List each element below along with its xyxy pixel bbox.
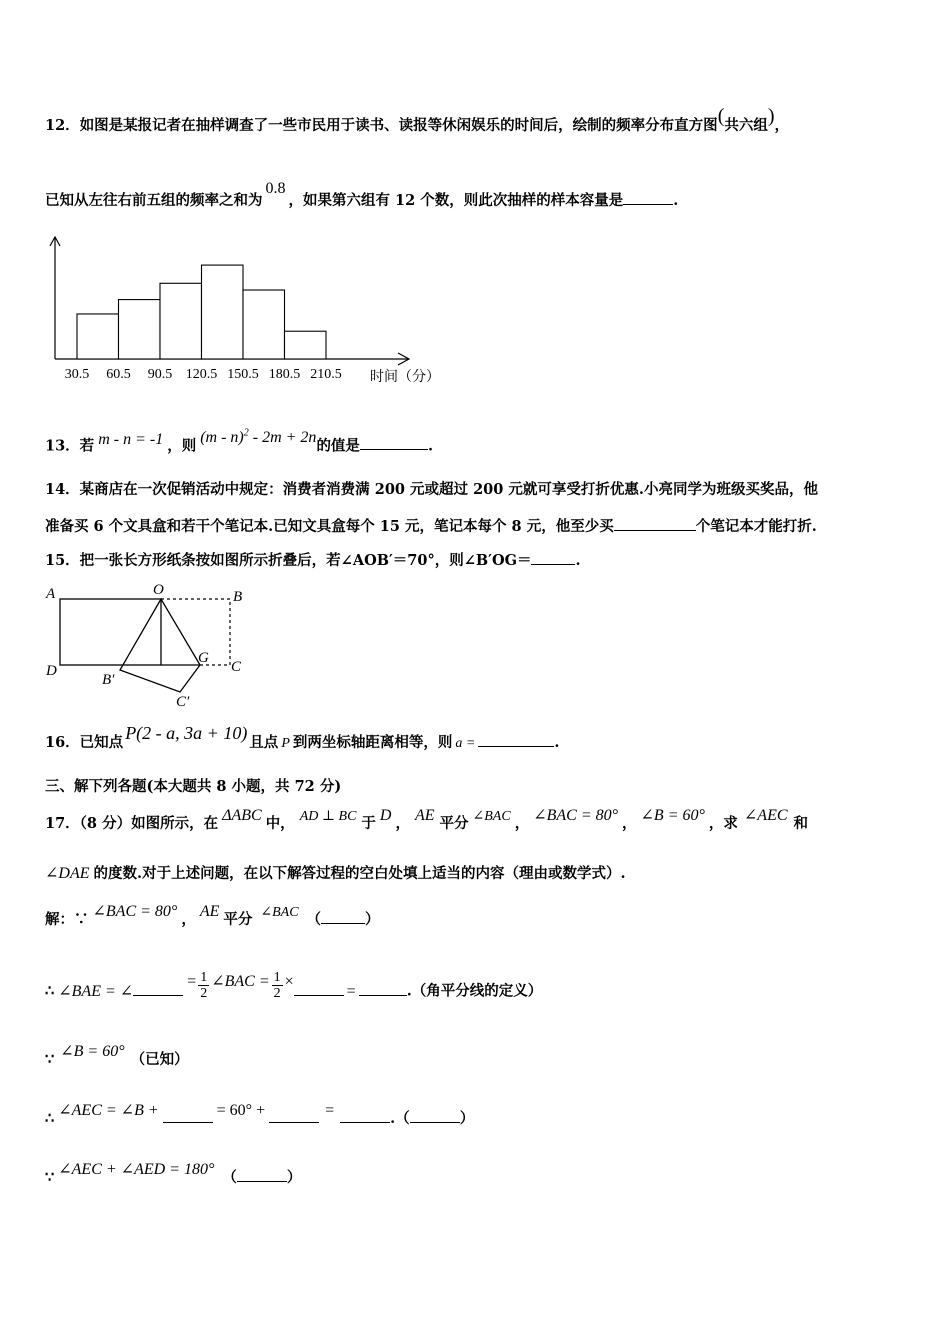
q12-line2: 已知从左往右前五组的频率之和为0.8，如果第六组有 12 个数，则此次抽样的样本容量是 . (45, 180, 679, 209)
histogram (40, 232, 460, 392)
q13-line: 13．若 m - n = -1 ，则 (m - n)$^2$ - 2m + 2n的值是 . (45, 428, 433, 455)
solution-line3: ∵ ∠B = 60° （已知） (45, 1043, 189, 1068)
q13-condition: m - n = -1 (98, 431, 164, 449)
q14-line2: 准备买 6 个文具盒和若干个笔记本.已知文具盒每个 15 元，笔记本每个 8 元，他至少买 个笔记本才能打折. (45, 518, 817, 535)
q13-expr-a: (m - n) (200, 429, 244, 447)
q16-line: 16．已知点 P(2 - a, 3a + 10) 且点 P 到两坐标轴距离相等，则 a = . (45, 723, 560, 751)
s4-value-blank[interactable] (269, 1108, 319, 1123)
label-B: B (233, 589, 243, 605)
q15-answer-blank[interactable] (531, 550, 575, 565)
q17-line1: 17．（8 分）如图所示，在 ΔABC 中， AD ⊥ BC 于 D ， AE 平分 ∠BAC ， ∠BAC = 80° ， ∠B = 60° ，求 ∠AEC 和 (45, 807, 809, 832)
histogram-tick-label: 120.5 (185, 367, 218, 382)
s4-angle-blank[interactable] (163, 1108, 213, 1123)
q12-line1: 12．如图是某报记者在抽样调查了一些市民用于读书、读报等休闲娱乐的时间后，绘制的频率分布直方图(共六组)， (45, 105, 790, 134)
q12-paren-text: 共六组 (724, 117, 768, 134)
histogram-bar (119, 300, 161, 359)
q12-text-2b: ，如果第六组有 12 个数，则此次抽样的样本容量是 (288, 192, 624, 209)
histogram-tick-label: 90.5 (147, 367, 173, 382)
label-G: G (198, 650, 209, 666)
section-3-heading: 三、解下列各题(本大题共 8 小题，共 72 分) (45, 778, 342, 795)
q15-line: 15．把一张长方形纸条按如图所示折叠后，若∠AOB′＝70°，则∠B′OG＝ . (45, 552, 581, 569)
q13-answer-blank[interactable] (360, 435, 428, 450)
s2-angle-blank[interactable] (133, 981, 183, 996)
q12-number: 12． (45, 117, 80, 134)
s1-reason-blank[interactable] (321, 909, 365, 924)
histogram-bar (202, 265, 244, 359)
q12-answer-blank[interactable] (623, 190, 673, 205)
solution-line2: ∴ ∠BAE = ∠= $\frac{1}{2}$ ∠BAC = $\frac{1}{2}$ ×= .（角平分线的定义） (45, 970, 543, 1001)
histogram-tick-label: 30.5 (64, 367, 90, 382)
s4-reason-blank[interactable] (410, 1108, 460, 1123)
histogram-tick-labels (65, 367, 342, 382)
folded-dashed-part (161, 599, 230, 665)
label-D: D (46, 663, 57, 679)
histogram-bar (285, 331, 327, 359)
solution-line5: ∵ ∠AEC + ∠AED = 180° （ ） (45, 1161, 302, 1186)
histogram-tick-label: 210.5 (310, 367, 342, 382)
histogram-bar (77, 314, 119, 359)
fold-figure (40, 580, 260, 710)
histogram-x-label: 时间（分） (370, 370, 440, 385)
histogram-bar (243, 290, 285, 359)
histogram-bars (77, 265, 326, 359)
histogram-bar (160, 283, 202, 359)
q16-answer-blank[interactable] (478, 732, 554, 747)
label-O: O (153, 582, 164, 598)
folded-flap (120, 599, 200, 692)
solution-line1: 解：∵ ∠BAC = 80° ， AE 平分 ∠BAC （ ） (45, 903, 380, 928)
s4-result-blank[interactable] (340, 1108, 390, 1123)
s2-value-blank[interactable] (294, 981, 344, 996)
strip-left-rect (60, 599, 161, 665)
q12-text: 如图是某报记者在抽样调查了一些市民用于读书、读报等休闲娱乐的时间后，绘制的频率分布直方图 (79, 117, 718, 134)
histogram-tick-label: 60.5 (106, 367, 131, 382)
q12-text-2a: 已知从左往右前五组的频率之和为 (45, 192, 263, 209)
label-B-prime: B′ (102, 672, 115, 688)
q14-line1: 14．某商店在一次促销活动中规定：消费者消费满 200 元或超过 200 元就可享受打折优惠.小亮同学为班级买奖品，他 (45, 481, 818, 498)
s2-result-blank[interactable] (359, 981, 407, 996)
q14-answer-blank[interactable] (614, 516, 696, 531)
label-C: C (231, 659, 242, 675)
q13-expr-b: - 2m + 2n (248, 429, 317, 447)
q17-line2: ∠DAE 的度数.对于上述问题，在以下解答过程的空白处填上适当的内容（理由或数学式）. (45, 865, 626, 882)
s5-reason-blank[interactable] (237, 1167, 287, 1182)
label-A: A (46, 586, 56, 602)
histogram-tick-label: 150.5 (227, 367, 259, 382)
q12-value: 0.8 (265, 180, 286, 197)
q16-point: P(2 - a, 3a + 10) (125, 723, 248, 743)
histogram-tick-label: 180.5 (268, 367, 301, 382)
solution-line4: ∴ ∠AEC = ∠B + = 60° + = .（ ） (45, 1102, 475, 1127)
label-C-prime: C′ (176, 694, 190, 710)
